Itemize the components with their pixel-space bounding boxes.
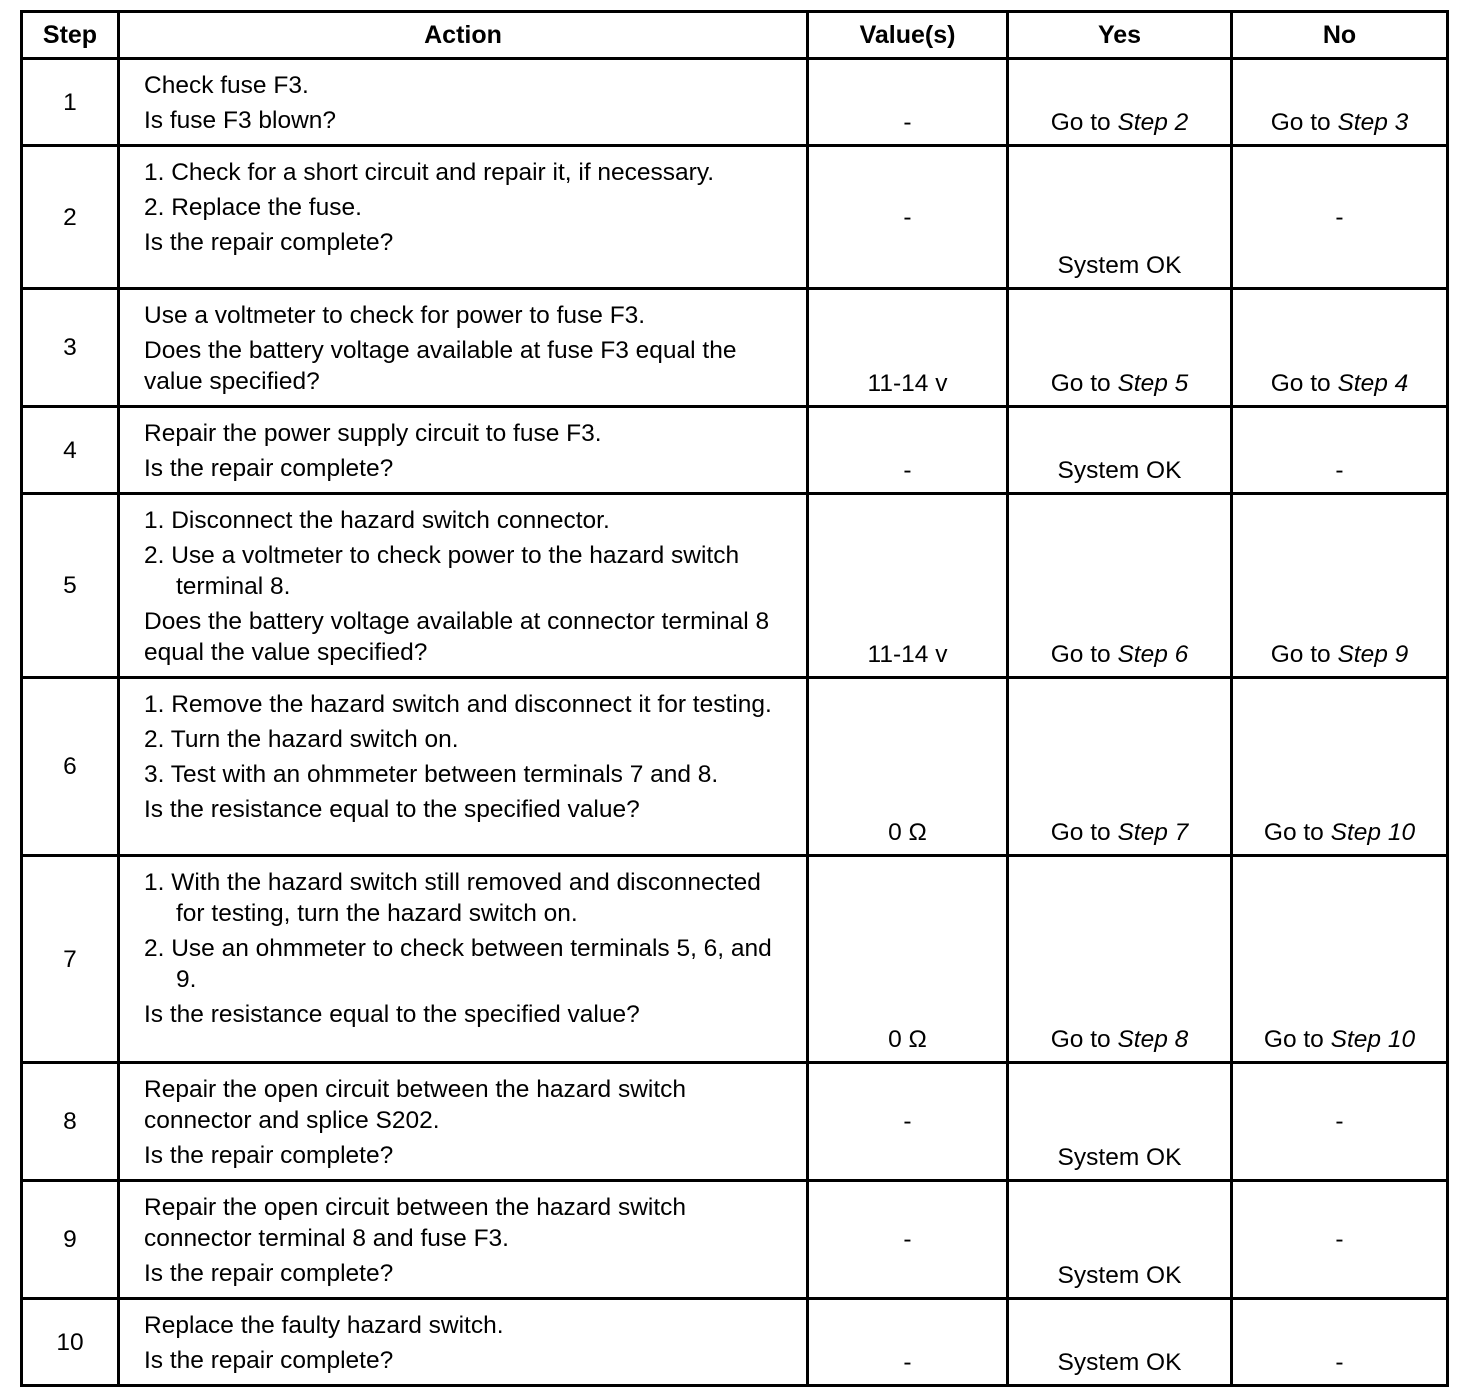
action-cell	[119, 494, 808, 678]
value-cell: 0 Ω	[808, 678, 1008, 856]
table-row	[22, 1063, 1448, 1181]
action-question: Does the battery voltage available at fuse F3 equal the value specified?	[144, 337, 737, 395]
yes-cell: System OK	[1008, 146, 1232, 289]
yes-cell: System OK	[1008, 1299, 1232, 1386]
no-step-link: Step 10	[1330, 1026, 1416, 1053]
no-cell	[1232, 856, 1448, 1063]
action-item: 3. Test with an ohmmeter between terminals 7 and 8.	[144, 761, 719, 788]
action-line: Replace the faulty hazard switch.	[144, 1312, 504, 1339]
action-line: Use a voltmeter to check for power to fuse F3.	[144, 302, 646, 329]
header-action: Action	[119, 12, 808, 59]
table-row	[22, 289, 1448, 407]
table-row	[22, 678, 1448, 856]
no-cell: -	[1232, 146, 1448, 289]
action-question: Is the repair complete?	[144, 1260, 394, 1287]
no-prefix: Go to	[1263, 1026, 1331, 1053]
step-number: 10	[22, 1299, 119, 1386]
no-cell: -	[1232, 1181, 1448, 1299]
action-question: Is the repair complete?	[144, 1347, 394, 1374]
header-step: Step	[22, 12, 119, 59]
yes-step-link: Step 5	[1117, 370, 1189, 397]
no-cell: -	[1232, 407, 1448, 494]
header-row	[22, 12, 1448, 59]
no-cell: -	[1232, 1299, 1448, 1386]
table-row	[22, 146, 1448, 289]
no-prefix: Go to	[1270, 641, 1338, 668]
action-cell	[119, 146, 808, 289]
table-row	[22, 856, 1448, 1063]
yes-step-link: Step 8	[1117, 1026, 1189, 1053]
no-prefix: Go to	[1263, 819, 1331, 846]
no-cell	[1232, 289, 1448, 407]
yes-step-link: Step 7	[1117, 819, 1189, 846]
yes-prefix: Go to	[1050, 109, 1118, 136]
step-number: 1	[22, 59, 119, 146]
action-cell	[119, 289, 808, 407]
value-cell: -	[808, 146, 1008, 289]
action-question: Is the repair complete?	[144, 1142, 394, 1169]
no-step-link: Step 4	[1337, 370, 1409, 397]
no-prefix: Go to	[1270, 109, 1338, 136]
yes-cell	[1008, 59, 1232, 146]
table-row	[22, 1299, 1448, 1386]
action-cell	[119, 1181, 808, 1299]
action-item: 1. Remove the hazard switch and disconnect it for testing.	[144, 691, 772, 718]
diagnostic-table	[20, 10, 1449, 1387]
action-question: Is the repair complete?	[144, 455, 394, 482]
action-item: 2. Replace the fuse.	[144, 194, 362, 221]
value-cell: 11-14 v	[808, 289, 1008, 407]
step-number: 2	[22, 146, 119, 289]
table-row	[22, 59, 1448, 146]
no-step-link: Step 3	[1337, 109, 1409, 136]
action-item: 2. Turn the hazard switch on.	[144, 726, 459, 753]
yes-prefix: Go to	[1050, 370, 1118, 397]
action-question: Is the repair complete?	[144, 229, 394, 256]
value-cell: -	[808, 407, 1008, 494]
action-question: Is the resistance equal to the specified value?	[144, 796, 640, 823]
yes-prefix: Go to	[1050, 819, 1118, 846]
action-line: Repair the open circuit between the hazard switch connector terminal 8 and fuse F3.	[144, 1194, 687, 1252]
action-line: Check fuse F3.	[144, 72, 309, 99]
step-number: 9	[22, 1181, 119, 1299]
yes-step-link: Step 2	[1117, 109, 1189, 136]
step-number: 4	[22, 407, 119, 494]
no-step-link: Step 10	[1330, 819, 1416, 846]
action-cell	[119, 59, 808, 146]
no-cell	[1232, 678, 1448, 856]
value-cell: -	[808, 1181, 1008, 1299]
yes-cell	[1008, 289, 1232, 407]
yes-prefix: Go to	[1050, 1026, 1118, 1053]
no-prefix: Go to	[1270, 370, 1338, 397]
step-number: 3	[22, 289, 119, 407]
action-cell	[119, 856, 808, 1063]
action-cell	[119, 1063, 808, 1181]
yes-cell	[1008, 494, 1232, 678]
table-row	[22, 494, 1448, 678]
no-cell	[1232, 494, 1448, 678]
yes-cell: System OK	[1008, 407, 1232, 494]
value-cell: 11-14 v	[808, 494, 1008, 678]
action-item: 1. Disconnect the hazard switch connector.	[144, 507, 610, 534]
yes-step-link: Step 6	[1117, 641, 1189, 668]
action-line: Repair the power supply circuit to fuse F3.	[144, 420, 602, 447]
action-item: 1. With the hazard switch still removed and disconnected for testing, turn the hazard switch on.	[144, 869, 761, 927]
action-line: Repair the open circuit between the hazard switch connector and splice S202.	[144, 1076, 687, 1134]
value-cell: 0 Ω	[808, 856, 1008, 1063]
table-row	[22, 1181, 1448, 1299]
yes-cell: System OK	[1008, 1063, 1232, 1181]
table-row	[22, 407, 1448, 494]
yes-cell: System OK	[1008, 1181, 1232, 1299]
step-number: 7	[22, 856, 119, 1063]
value-cell: -	[808, 1063, 1008, 1181]
no-step-link: Step 9	[1337, 641, 1409, 668]
action-question: Is fuse F3 blown?	[144, 107, 337, 134]
no-cell: -	[1232, 1063, 1448, 1181]
action-cell	[119, 407, 808, 494]
action-item: 2. Use a voltmeter to check power to the hazard switch terminal 8.	[144, 542, 740, 600]
yes-prefix: Go to	[1050, 641, 1118, 668]
action-question: Does the battery voltage available at connector terminal 8 equal the value specified?	[144, 608, 770, 666]
yes-cell	[1008, 856, 1232, 1063]
action-question: Is the resistance equal to the specified value?	[144, 1001, 640, 1028]
action-item: 1. Check for a short circuit and repair it, if necessary.	[144, 159, 715, 186]
step-number: 5	[22, 494, 119, 678]
header-no: No	[1232, 12, 1448, 59]
header-values: Value(s)	[808, 12, 1008, 59]
action-cell	[119, 1299, 808, 1386]
action-item: 2. Use an ohmmeter to check between terminals 5, 6, and 9.	[144, 935, 772, 993]
action-cell	[119, 678, 808, 856]
step-number: 6	[22, 678, 119, 856]
header-yes: Yes	[1008, 12, 1232, 59]
value-cell: -	[808, 1299, 1008, 1386]
step-number: 8	[22, 1063, 119, 1181]
value-cell: -	[808, 59, 1008, 146]
no-cell	[1232, 59, 1448, 146]
yes-cell	[1008, 678, 1232, 856]
